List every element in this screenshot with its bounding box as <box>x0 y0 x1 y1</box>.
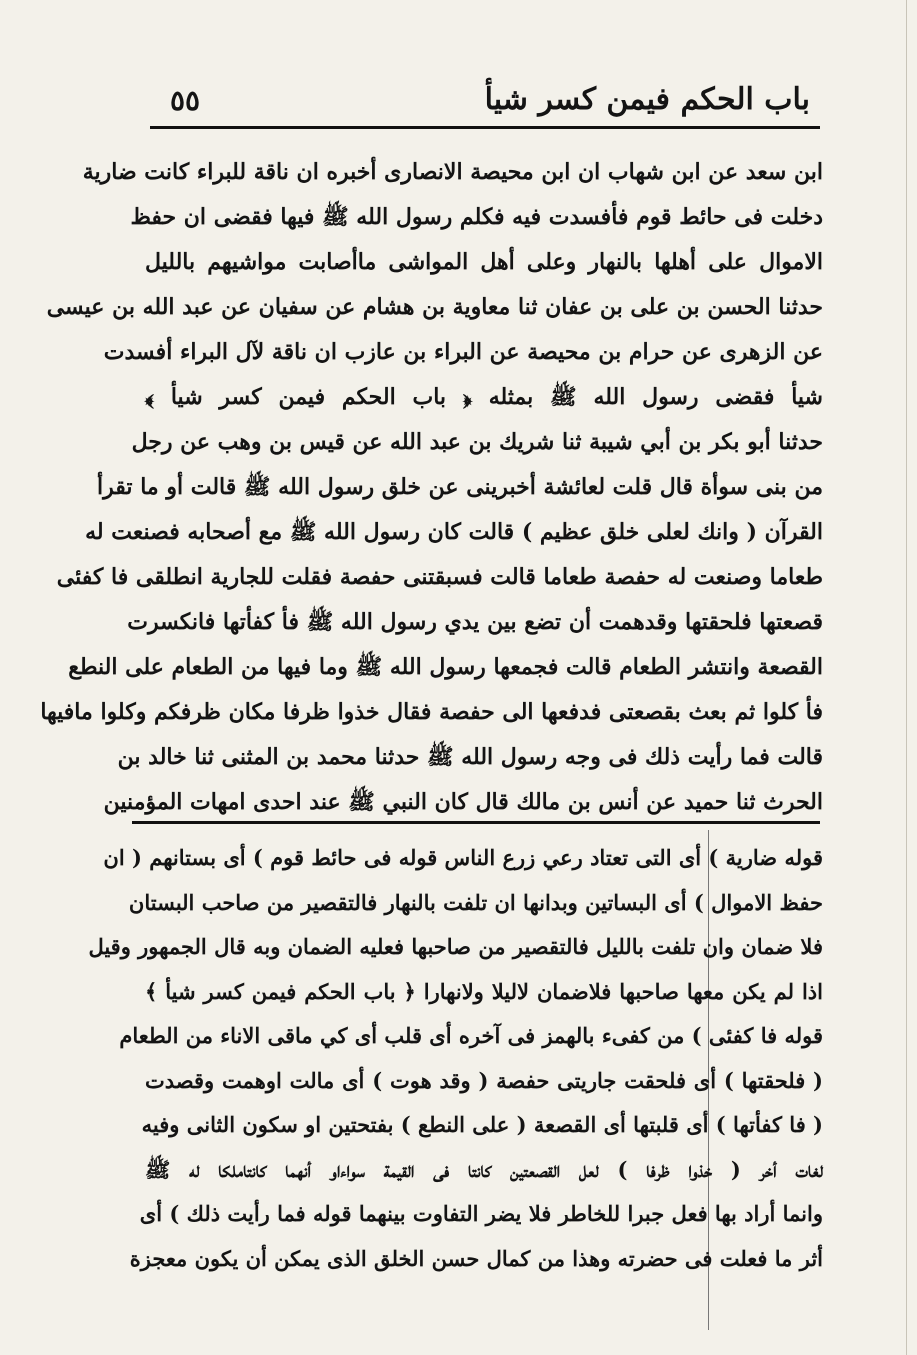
text-line: قصعتها فلحقتها وقدهمت أن تضع بين يدي رسول الله ﷺ فأ كفأتها فانكسرت <box>127 609 823 635</box>
commentary-divider <box>132 821 820 824</box>
text-line: ابن سعد عن ابن شهاب ان ابن محيصة الانصارى أخبره ان ناقة للبراء كانت ضارية <box>82 159 823 185</box>
text-line: شيأ فقضى رسول الله ﷺ بمثله ﴿ باب الحكم فيمن كسر شيأ ﴾ <box>145 384 823 410</box>
text-line: الحرث ثنا حميد عن أنس بن مالك قال كان النبي ﷺ عند احدى امهات المؤمنين <box>103 789 823 815</box>
text-line: قالت فما رأيت ذلك فى وجه رسول الله ﷺ حدثنا محمد بن المثنى ثنا خالد بن <box>117 744 823 770</box>
text-line: حدثنا أبو بكر بن أبي شيبة ثنا شريك بن عبد الله عن قيس بن وهب عن رجل <box>131 429 823 455</box>
chapter-title: باب الحكم فيمن كسر شيأ <box>484 82 810 117</box>
main-text <box>40 150 823 825</box>
commentary-line: قوله ضارية ) أى التى تعتاد رعي زرع الناس قوله فى حائط قوم ) أى بستانهم ( ان <box>103 845 823 870</box>
text-line: من بنى سوأة قال قلت لعائشة أخبرينى عن خلق رسول الله ﷺ قالت أو ما تقرأ <box>97 474 823 500</box>
commentary-line: لغات أخر ( خذوا ظرفا ) لعل القصعتين كانتا فى القيمة سواءاو أنهما كانتاملكا له ﷺ <box>145 1156 823 1182</box>
page-header <box>150 78 820 126</box>
text-line: الاموال على أهلها بالنهار وعلى أهل المواشى ماأصابت مواشيهم بالليل <box>145 249 823 275</box>
text-line: القصعة وانتشر الطعام قالت فجمعها رسول الله ﷺ وما فيها من الطعام على النطع <box>68 654 823 680</box>
commentary-line: اذا لم يكن معها صاحبها فلاضمان لاليلا ولانهارا ﴿ باب الحكم فيمن كسر شيأ ﴾ <box>145 978 823 1004</box>
text-line: حدثنا الحسن بن على بن عفان ثنا معاوية بن هشام عن سفيان عن عبد الله بن عيسى <box>46 294 823 320</box>
commentary-line: قوله فا كفئى ) من كفىء بالهمز فى آخره أى قلب أى كي ماقى الاناء من الطعام <box>119 1023 823 1048</box>
text-line: طعاما وصنعت له حفصة طعاما قالت فسبقتنى حفصة فقلت للجارية انطلقى فا كفئى <box>56 564 823 590</box>
commentary-line: حفظ الاموال ) أى البساتين وبدانها ان تلفت بالنهار فالتقصير من صاحب البستان <box>128 889 823 915</box>
text-line: دخلت فى حائط قوم فأفسدت فيه فكلم رسول الله ﷺ فيها فقضى ان حفظ <box>130 204 823 230</box>
text-line: القرآن ( وانك لعلى خلق عظيم ) قالت كان رسول الله ﷺ مع أصحابه فصنعت له <box>85 519 823 545</box>
text-line: فأ كلوا ثم بعث بقصعتى فدفعها الى حفصة فقال خذوا ظرفا مكان ظرفكم وكلوا مافيها <box>40 699 823 725</box>
commentary-line: ( فلحقتها ) أى فلحقت جاريتى حفصة ( وقد هوت ) أى مالت اوهمت وقصدت <box>145 1067 823 1093</box>
header-rule <box>150 126 820 129</box>
commentary-text <box>88 836 823 1281</box>
text-line: عن الزهرى عن حرام بن محيصة عن البراء بن عازب ان ناقة لآل البراء أفسدت <box>103 339 823 365</box>
commentary-line: أثر ما فعلت فى حضرته وهذا من كمال حسن الخلق الذى يمكن أن يكون معجزة <box>129 1245 823 1271</box>
page-edge-line <box>906 0 907 1355</box>
commentary-line: ( فا كفأتها ) أى قلبتها أى القصعة ( على النطع ) بفتحتين او سكون الثانى وفيه <box>141 1112 823 1137</box>
commentary-line: وانما أراد بها فعل جبرا للخاطر فلا يضر التفاوت بينهما قوله فما رأيت ذلك ) أى <box>139 1201 823 1226</box>
page-number: ٥٥ <box>170 84 201 117</box>
commentary-line: فلا ضمان وان تلفت بالليل فالتقصير من صاحبها فعليه الضمان وبه قال الجمهور وقيل <box>88 934 823 959</box>
